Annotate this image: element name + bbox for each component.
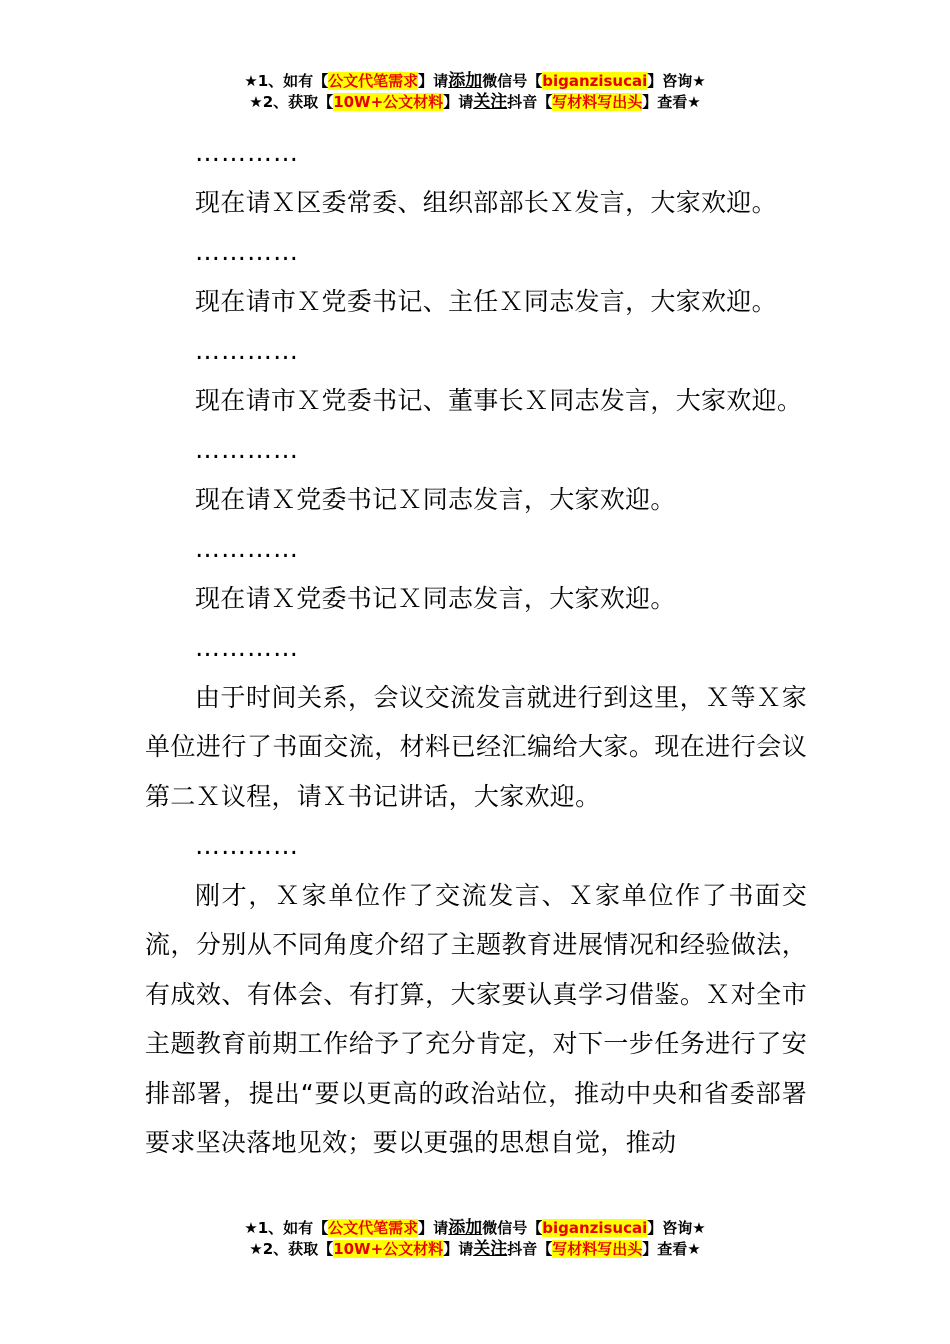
paragraph: 现在请Ｘ区委常委、组织部部长Ｘ发言，大家欢迎。 <box>195 187 777 217</box>
banner-text: 】查看★ <box>642 93 701 111</box>
ellipsis-line: ………… <box>195 831 299 860</box>
banner-line-1 <box>0 1218 950 1239</box>
banner-text: 】咨询★ <box>647 1219 706 1237</box>
highlight-service: 公文代笔需求 <box>328 1219 419 1237</box>
banner-text: 抖音【 <box>507 93 553 111</box>
emphasis-text: 关注 <box>473 1239 508 1259</box>
ellipsis-line: ………… <box>195 435 299 464</box>
paragraph: 现在请Ｘ党委书记Ｘ同志发言，大家欢迎。 <box>195 583 676 613</box>
banner-text: 】请 <box>418 72 449 90</box>
emphasis-text: 添加 <box>448 1218 483 1238</box>
emphasis-text: 关注 <box>473 92 508 112</box>
banner-text: 微信号【 <box>482 72 543 90</box>
banner-line-2 <box>0 92 950 113</box>
banner-line-2 <box>0 1239 950 1260</box>
banner-text: ★1、如有【 <box>244 1219 329 1237</box>
paragraph: 现在请市Ｘ党委书记、董事长Ｘ同志发言，大家欢迎。 <box>195 385 803 415</box>
paragraph: 刚才，Ｘ家单位作了交流发言、Ｘ家单位作了书面交流，分别从不同角度介绍了主题教育进展情况和经验做法，有成效、有体会、有打算，大家要认真学习借鉴。Ｘ对全市主题教育前期工作给予了充分肯定，对下一步任务进行了安排部署，提出“要以更高的政治站位，推动中央和省委部署要求坚决落地见效；要以更强的思想自觉，推动 <box>145 880 807 1157</box>
banner-text: ★2、获取【 <box>249 93 334 111</box>
banner-text: 】咨询★ <box>647 72 706 90</box>
ellipsis-line: ………… <box>195 138 299 167</box>
footer-banner <box>0 1218 950 1260</box>
banner-text: 微信号【 <box>482 1219 543 1237</box>
document-body <box>145 128 807 1168</box>
highlight-service: 公文代笔需求 <box>328 72 419 90</box>
highlight-materials: 10W+公文材料 <box>333 1240 444 1258</box>
ellipsis-line: ………… <box>195 633 299 662</box>
banner-text: 】查看★ <box>642 1240 701 1258</box>
highlight-wechat-id: biganzisucai <box>542 72 648 90</box>
paragraph: 现在请市Ｘ党委书记、主任Ｘ同志发言，大家欢迎。 <box>195 286 777 316</box>
highlight-douyin-id: 写材料写出头 <box>552 93 643 111</box>
banner-text: 抖音【 <box>507 1240 553 1258</box>
header-banner <box>0 71 950 113</box>
highlight-douyin-id: 写材料写出头 <box>552 1240 643 1258</box>
banner-text: ★1、如有【 <box>244 72 329 90</box>
banner-text: 】请 <box>418 1219 449 1237</box>
emphasis-text: 添加 <box>448 71 483 91</box>
banner-line-1 <box>0 71 950 92</box>
banner-text: ★2、获取【 <box>249 1240 334 1258</box>
banner-text: 】请 <box>443 93 474 111</box>
ellipsis-line: ………… <box>195 534 299 563</box>
banner-text: 】请 <box>443 1240 474 1258</box>
highlight-wechat-id: biganzisucai <box>542 1219 648 1237</box>
highlight-materials: 10W+公文材料 <box>333 93 444 111</box>
ellipsis-line: ………… <box>195 237 299 266</box>
ellipsis-line: ………… <box>195 336 299 365</box>
paragraph: 现在请Ｘ党委书记Ｘ同志发言，大家欢迎。 <box>195 484 676 514</box>
paragraph: 由于时间关系，会议交流发言就进行到这里，Ｘ等Ｘ家单位进行了书面交流，材料已经汇编给大家。现在进行会议第二Ｘ议程，请Ｘ书记讲话，大家欢迎。 <box>145 682 807 811</box>
